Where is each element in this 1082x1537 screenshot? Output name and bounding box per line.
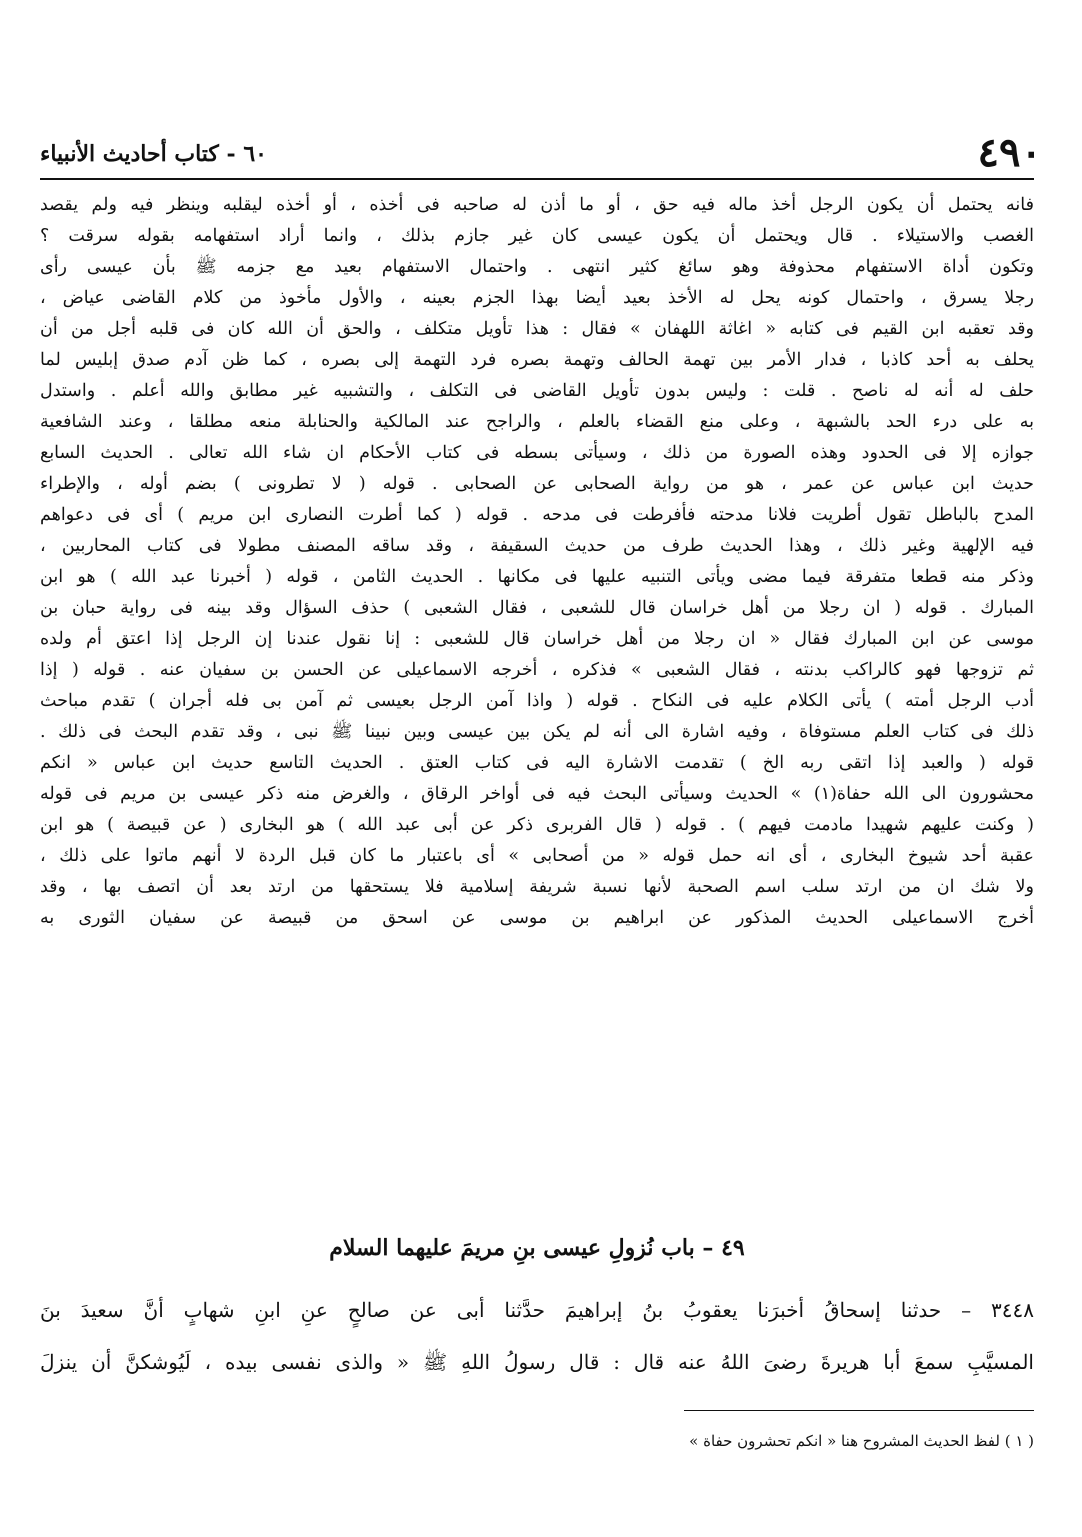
- commentary-line: رجلا يسرق ، واحتمال كونه يحل له الأخذ بعيد أيضا بهذا الجزم بعينه ، والأول مأخوذ من كلام القاضى عياض ،: [40, 288, 1034, 308]
- commentary-line: جوازه إلا فى الحدود وهذه الصورة من ذلك ، وسيأتى بسطه فى كتاب الأحكام ان شاء الله تعالى . الحديث السابع: [40, 443, 1034, 463]
- commentary-line: أخرج الاسماعيلى الحديث المذكور عن ابراهيم بن موسى عن اسحق من قبيصة عن سفيان الثورى به: [40, 908, 1034, 928]
- footnote: ( ١ ) لفظ الحديث المشروح هنا « انكم تحشرون حفاة »: [689, 1432, 1034, 1450]
- commentary-line: ولا شك ان من ارتد سلب اسم الصحبة لأنها نسبة شريفة إسلامية فلا يستحقها من ارتد بعد أن اتصف بها ، وقد: [40, 877, 1034, 897]
- commentary-line: موسى عن ابن المبارك فقال « ان رجلا من أهل خراسان قال للشعبى : إنا نقول عندنا إن الرجل إذا اعتق أم ولده: [40, 629, 1034, 649]
- running-title: ٦٠ - كتاب أحاديث الأنبياء: [40, 141, 267, 167]
- page-header: [40, 128, 1042, 178]
- commentary-line: ثم تزوجها فهو كالراكب بدنته ، فقال الشعبى » فذكره ، أخرجه الاسماعيلى عن الحسن بن سفيان عنه . قوله ( إذا: [40, 660, 1034, 680]
- header-divider: [40, 178, 1034, 180]
- commentary-line: وتكون أداة الاستفهام محذوفة وهو سائغ كثير انتهى . واحتمال الاستفهام بعيد مع جزمه ﷺ بأن عيسى رأى: [40, 257, 1034, 277]
- commentary-line: المدح بالباطل تقول أطريت فلانا مدحته فأفرطت فى مدحه . قوله ( كما أطرت النصارى ابن مريم ) أى فى دعواهم: [40, 505, 1034, 525]
- commentary-line: المبارك . قوله ( ان رجلا من أهل خراسان قال للشعبى ، فقال الشعبى ) حذف السؤال وقد بينه فى رواية حبان بن: [40, 598, 1034, 618]
- hadith-line: المسيَّبِ سمعَ أبا هريرةَ رضىَ اللهُ عنه قال : قال رسولُ اللهِ ﷺ « والذى نفسى بيده ، لَيُوشكنَّ أن ينزلَ: [40, 1350, 1034, 1374]
- chapter-heading: ٤٩ – باب نُزولِ عيسى بنِ مريمَ عليهما السلام: [329, 1235, 745, 1261]
- hadith-line: ٣٤٤٨ – حدثنا إسحاقُ أخبرَنا يعقوبُ بنُ إبراهيمَ حدَّثنا أبى عن صالحٍ عنِ ابنِ شهابٍ أنَّ سعيدَ بنَ: [40, 1298, 1034, 1322]
- commentary-line: حديث ابن عباس عن عمر ، هو من رواية الصحابى عن الصحابى . قوله ( لا تطرونى ) بضم أوله ، والإطراء: [40, 474, 1034, 494]
- commentary-text: [40, 190, 1034, 934]
- commentary-line: قوله ( والعبد إذا اتقى ربه الخ ) تقدمت الاشارة اليه فى كتاب العتق . الحديث التاسع حديث ابن عباس « انكم: [40, 753, 1034, 773]
- page-number: ٤٩٠: [977, 129, 1042, 176]
- commentary-line: عقبة أحد شيوخ البخارى ، أى انه حمل قوله « من أصحابى » أى باعتبار ما كان قبل الردة لا أنهم ماتوا على ذلك ،: [40, 846, 1034, 866]
- footnote-divider: [684, 1410, 1034, 1411]
- commentary-line: حلف له أنه له ناصح . قلت : وليس بدون تأويل القاضى فى التكلف ، والتشبيه غير مطابق والله أعلم . واستدل: [40, 381, 1034, 401]
- hadith-text: [40, 1284, 1034, 1388]
- commentary-line: به على درء الحد بالشبهة ، وعلى منع القضاء بالعلم ، والراجح عند المالكية والحنابلة منعه مطلقا ، وعند الشافعية: [40, 412, 1034, 432]
- commentary-line: ذلك فى كتاب العلم مستوفاة ، وفيه اشارة الى أنه لم يكن بين عيسى وبين نبينا ﷺ نبى ، وقد تقدم البحث فى ذلك .: [40, 722, 1034, 742]
- commentary-line: فانه يحتمل أن يكون الرجل أخذ ماله فيه حق ، أو ما أذن له صاحبه فى أخذه ، أو أخذه ليقلبه وينظر فيه ولم يقصد: [40, 195, 1034, 215]
- commentary-line: محشورون الى الله حفاة(١) » الحديث وسيأتى البحث فيه فى أواخر الرقاق ، والغرض منه ذكر عيسى بن مريم فى قوله: [40, 784, 1034, 804]
- commentary-line: وذكر منه قطعا متفرقة فيما مضى ويأتى التنبيه عليها فى مكانها . الحديث الثامن ، قوله ( أخبرنا عبد الله ) هو ابن: [40, 567, 1034, 587]
- commentary-line: ( وكنت عليهم شهيدا مادمت فيهم ) . قوله ( قال الفربرى ذكر عن أبى عبد الله ) هو البخارى ( عن قبيصة ) هو ابن: [40, 815, 1034, 835]
- commentary-line: فيه الإلهية وغير ذلك ، وهذا الحديث طرف من حديث السقيفة ، وقد ساقه المصنف مطولا فى كتاب المحاربين ،: [40, 536, 1034, 556]
- commentary-line: وقد تعقبه ابن القيم فى كتابه « اغاثة اللهفان » فقال : هذا تأويل متكلف ، والحق أن الله كان فى قلبه أجل من أن: [40, 319, 1034, 339]
- commentary-line: الغصب والاستيلاء . قال ويحتمل أن يكون عيسى كان غير جازم بذلك ، وانما أراد استفهامه بقوله سرقت ؟: [40, 226, 1034, 246]
- commentary-line: يحلف به أحد كاذبا ، فدار الأمر بين تهمة الحالف وتهمة بصره فرد التهمة إلى بصره ، كما ظن آدم صدق إبليس لما: [40, 350, 1034, 370]
- commentary-line: أدب الرجل أمته ) يأتى الكلام عليه فى النكاح . قوله ( واذا آمن الرجل بعيسى ثم آمن بى فله أجران ) تقدم مباحث: [40, 691, 1034, 711]
